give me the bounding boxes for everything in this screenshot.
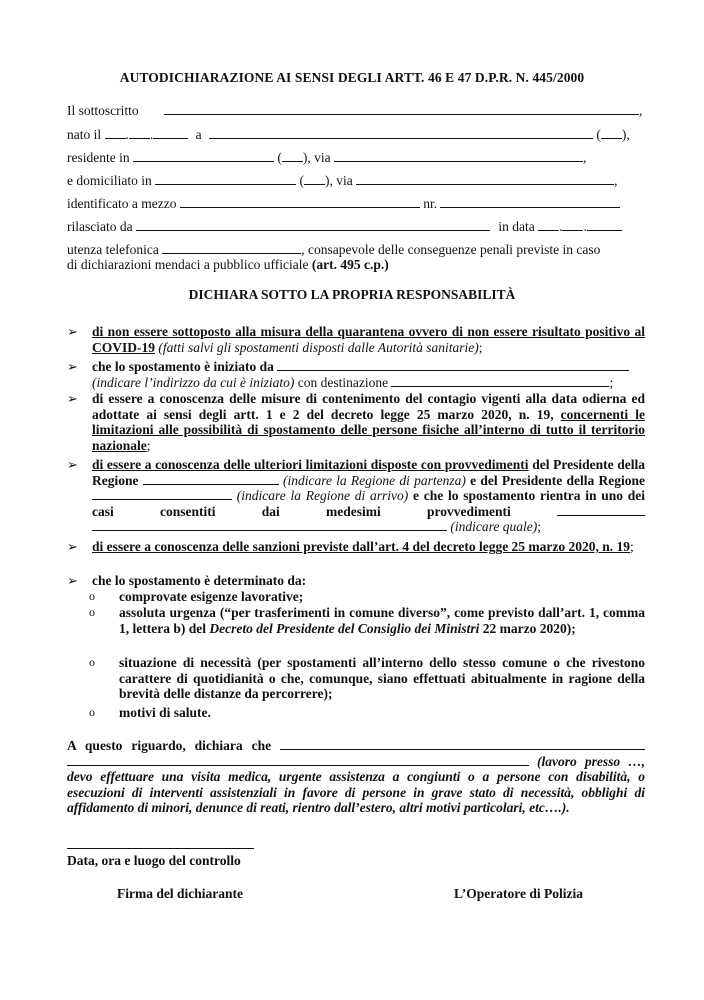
- art495-text: (art. 495 c.p.): [311, 257, 389, 272]
- paren: (: [277, 150, 282, 165]
- semicolon: ;: [146, 437, 151, 453]
- consapevole-text: , consapevole delle conseguenze penali previste in caso: [301, 242, 601, 257]
- bullet-quarantena: [67, 324, 645, 355]
- b3-underlined: concernenti le limitazioni alle possibilità di spostamento delle persone fisiche all’interno di tutto il territorio nazionale: [92, 406, 645, 453]
- label-domiciliato: e domiciliato in: [67, 173, 152, 188]
- document-title: AUTODICHIARAZIONE AI SENSI DEGLI ARTT. 46 E 47 D.P.R. N. 445/2000: [119, 70, 585, 85]
- domicile-street-field[interactable]: [356, 173, 614, 185]
- comma: ,: [329, 173, 333, 188]
- form-line-nascita: [67, 127, 630, 143]
- comma: ,: [582, 150, 587, 165]
- bullet-sanzioni: [67, 539, 645, 555]
- label-rilasciato: rilasciato da: [67, 219, 133, 234]
- birthplace-field[interactable]: [209, 127, 593, 139]
- s3-text: situazione di necessità (per spostamenti all’interno dello stesso comune o che rivestono carattere di quotidianità o che, comunque, siano effettuati abitualmente in ragione della brevità delle distanze da percorrere);: [119, 655, 645, 702]
- b4-presidente-2: Presidente della Regione: [501, 472, 646, 488]
- label-a: a: [195, 127, 202, 142]
- arrow-bullet-icon: ➢: [67, 539, 78, 554]
- semicolon: ;: [478, 339, 483, 355]
- b2-italic: (indicare l’indirizzo da cui è iniziato): [92, 374, 295, 390]
- regard-lead: A questo riguardo, dichiara che: [67, 738, 272, 753]
- regard-paragraph: [67, 738, 645, 816]
- measure-field-1[interactable]: [557, 504, 645, 516]
- s2-text-a: assoluta urgenza (“per trasferimenti in comune diverso”, come previsto dall’art. 1, comma 1, lettera b) del: [119, 605, 645, 636]
- date-separator: .: [559, 219, 563, 234]
- comma: ,: [626, 127, 630, 142]
- b1-italic: (fatti salvi gli spostamenti disposti dalle Autorità sanitarie): [158, 339, 479, 355]
- b4-partenza: (indicare la Regione di partenza): [282, 472, 466, 488]
- label-identificato: identificato a mezzo: [67, 196, 177, 211]
- birth-province-field[interactable]: [601, 127, 622, 139]
- regard-lavoro: (lavoro presso …,: [537, 753, 646, 769]
- form-line-mendaci: [67, 257, 389, 273]
- s2-italic: Decreto del Presidente del Consiglio dei Ministri: [209, 620, 480, 636]
- comma: ,: [307, 150, 311, 165]
- label-nato-il: nato il: [67, 127, 102, 142]
- arrival-region-field[interactable]: [92, 488, 232, 500]
- b3-bold: di essere a conoscenza delle misure di contenimento del contagio vigenti alla data odierna ed adottate ai sensi degli artt. 1 e 2 del decreto legge 25 marzo 2020, n. 19,: [92, 391, 645, 422]
- firma-dichiarante-label: Firma del dichiarante: [117, 886, 243, 901]
- arrow-bullet-icon: ➢: [67, 457, 78, 472]
- destination-field[interactable]: [391, 375, 609, 387]
- label-sottoscritto: Il sottoscritto: [67, 103, 139, 118]
- label-via: via: [314, 150, 331, 165]
- section-heading: DICHIARA SOTTO LA PROPRIA RESPONSABILITÀ: [188, 287, 516, 302]
- bullet-limitazioni-regionali: [67, 457, 645, 535]
- domicile-province-field[interactable]: [304, 173, 325, 185]
- circle-bullet-icon: o: [89, 705, 95, 719]
- label-utenza: utenza telefonica: [67, 242, 159, 257]
- origin-address-field[interactable]: [277, 359, 629, 371]
- b5-underlined: di essere a conoscenza delle sanzioni previste dall’art. 4 del decreto legge 25 marzo 2020, n. 19: [92, 539, 631, 554]
- residence-city-field[interactable]: [133, 150, 274, 162]
- birth-day-field[interactable]: [105, 127, 126, 139]
- b4-rest: e che lo spostamento rientra in uno dei casi consentiti dai medesimi provvedimenti: [92, 488, 646, 519]
- data-luogo-label: Data, ora e luogo del controllo: [67, 853, 241, 868]
- form-line-residenza: [67, 150, 586, 166]
- bullet-motivazione: [67, 573, 645, 589]
- sub-situazione-necessita[interactable]: [89, 655, 645, 702]
- date-separator: .: [583, 219, 587, 234]
- mendaci-text: di dichiarazioni mendaci a pubblico ufficiale: [67, 257, 309, 272]
- birth-month-field[interactable]: [129, 127, 150, 139]
- label-via: via: [336, 173, 353, 188]
- issue-month-field[interactable]: [562, 219, 583, 231]
- label-residente: residente in: [67, 150, 130, 165]
- b4-presidente-1: Presidente della Regione: [92, 457, 646, 488]
- circle-bullet-icon: o: [89, 655, 95, 669]
- arrow-bullet-icon: ➢: [67, 391, 78, 406]
- reason-field-2[interactable]: [67, 754, 529, 766]
- sub-motivi-salute[interactable]: [89, 705, 645, 721]
- paren: ): [302, 150, 308, 165]
- residence-province-field[interactable]: [282, 150, 303, 162]
- form-line-identificazione: [67, 196, 620, 212]
- semicolon: ;: [609, 374, 614, 390]
- operatore-polizia-label: L’Operatore di Polizia: [454, 886, 583, 901]
- circle-bullet-icon: o: [89, 605, 95, 619]
- residence-street-field[interactable]: [334, 150, 583, 162]
- phone-field[interactable]: [162, 242, 301, 254]
- reason-field-1[interactable]: [280, 738, 645, 750]
- bullet-spostamento-origine: [67, 359, 645, 390]
- arrow-bullet-icon: ➢: [67, 573, 78, 588]
- s4-text: motivi di salute.: [119, 705, 211, 720]
- form-line-sottoscritto: [67, 103, 642, 119]
- b1-bold: di non essere sottoposto alla misura della quarantena ovvero di non essere risultato positivo al COVID-19: [92, 324, 645, 355]
- arrow-bullet-icon: ➢: [67, 324, 78, 339]
- issue-day-field[interactable]: [538, 219, 559, 231]
- b2-rest: con destinazione: [297, 374, 389, 390]
- birth-year-field[interactable]: [153, 127, 188, 139]
- b4-underlined: di essere a conoscenza delle ulteriori limitazioni disposte con provvedimenti: [92, 457, 529, 472]
- issue-year-field[interactable]: [587, 219, 622, 231]
- s2-text-b: 22 marzo 2020);: [482, 620, 576, 636]
- sub-esigenze-lavorative[interactable]: [89, 589, 645, 605]
- domicile-city-field[interactable]: [155, 173, 296, 185]
- paren: ): [324, 173, 330, 188]
- bullet-misure-contenimento: [67, 391, 645, 453]
- regard-italic-text: devo effettuare una visita medica, urgente assistenza a congiunti o a persone con disabilità, o esecuzioni di interventi assistenziali in favore di persone in grave stato di necessità, obblighi di affidamento di minori, denunce di reati, rientro dall’estero, altri motivi particolari, etc….).: [67, 769, 645, 816]
- paren: (: [596, 127, 601, 142]
- measure-field-2[interactable]: [92, 519, 447, 531]
- date-separator: .: [149, 127, 154, 142]
- comma: ,: [614, 173, 618, 188]
- semicolon: ;: [630, 539, 634, 554]
- name-field[interactable]: [164, 103, 639, 115]
- form-line-rilascio: [67, 219, 622, 235]
- departure-region-field[interactable]: [143, 473, 279, 485]
- b2-bold: che lo spostamento è iniziato da: [92, 359, 274, 374]
- signature-line[interactable]: [67, 848, 254, 849]
- id-document-field[interactable]: [180, 196, 420, 208]
- arrow-bullet-icon: ➢: [67, 359, 78, 374]
- b4-quale: (indicare quale): [450, 519, 538, 535]
- semicolon: ;: [537, 519, 541, 535]
- b6-text: che lo spostamento è determinato da:: [92, 573, 307, 588]
- s1-text: comprovate esigenze lavorative;: [119, 589, 304, 604]
- form-line-domicilio: [67, 173, 617, 189]
- form-line-telefono: [67, 242, 600, 258]
- circle-bullet-icon: o: [89, 589, 95, 603]
- b4-del: del: [532, 457, 550, 472]
- paren: (: [299, 173, 304, 188]
- label-in-data: in data: [498, 219, 535, 234]
- date-separator: .: [125, 127, 129, 142]
- issuer-field[interactable]: [136, 219, 490, 231]
- comma: ,: [639, 103, 643, 118]
- b4-arrivo: (indicare la Regione di arrivo): [236, 488, 409, 504]
- label-nr: nr.: [423, 196, 438, 211]
- b4-e-del: e del: [470, 472, 498, 488]
- id-number-field[interactable]: [440, 196, 620, 208]
- paren: ): [621, 127, 627, 142]
- sub-assoluta-urgenza[interactable]: [89, 605, 645, 636]
